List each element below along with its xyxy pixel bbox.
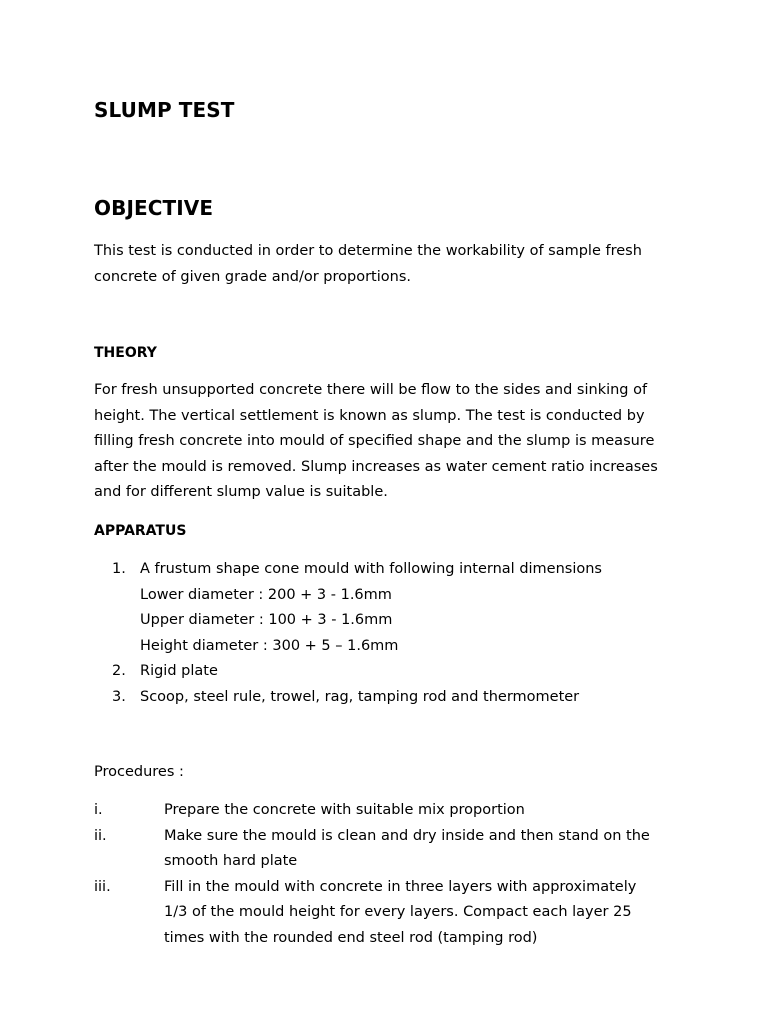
list-item: [94, 798, 650, 824]
dimension-line: Height diameter : 300 + 5 – 1.6mm: [140, 637, 399, 654]
list-item-text: A frustum shape cone mould with following internal dimensions: [140, 561, 602, 577]
list-item-text: Prepare the concrete with suitable mix proportion: [164, 802, 525, 818]
list-item: [94, 875, 650, 901]
list-item: [112, 685, 602, 711]
theory-line: height. The vertical settlement is known as slump. The test is conducted by: [94, 407, 645, 424]
list-item-continuation: smooth hard plate: [164, 853, 298, 869]
document-title: SLUMP TEST: [94, 98, 235, 122]
list-item-text: Rigid plate: [140, 663, 218, 679]
procedures-heading: Procedures :: [94, 764, 184, 780]
list-marker: 3.: [112, 688, 126, 705]
list-item-text: Make sure the mould is clean and dry inside and then stand on the: [164, 827, 650, 844]
theory-paragraph: [94, 378, 658, 506]
apparatus-list: [112, 557, 602, 710]
list-item: [112, 659, 602, 685]
list-marker: ii.: [94, 827, 107, 844]
theory-line: after the mould is removed. Slump increases as water cement ratio increases: [94, 458, 658, 475]
list-marker: 2.: [112, 663, 126, 679]
theory-line: and for different slump value is suitable.: [94, 484, 388, 500]
objective-heading: OBJECTIVE: [94, 196, 214, 220]
list-item: [94, 824, 650, 850]
list-marker: 1.: [112, 561, 126, 577]
list-item: [112, 557, 602, 583]
list-marker: i.: [94, 802, 103, 818]
procedures-list: [94, 798, 650, 951]
objective-line: This test is conducted in order to determine the workability of sample fresh: [94, 243, 642, 259]
list-item-continuation: times with the rounded end steel rod (tamping rod): [164, 929, 538, 946]
theory-heading: THEORY: [94, 345, 157, 361]
list-item-text: Fill in the mould with concrete in three layers with approximately: [164, 878, 637, 895]
objective-paragraph: [94, 239, 642, 290]
list-marker: iii.: [94, 878, 111, 895]
theory-line: For fresh unsupported concrete there will be flow to the sides and sinking of: [94, 382, 648, 398]
apparatus-heading: APPARATUS: [94, 523, 187, 539]
list-item-continuation: 1/3 of the mould height for every layers. Compact each layer 25: [164, 904, 632, 920]
theory-line: filling fresh concrete into mould of specified shape and the slump is measure: [94, 433, 655, 449]
objective-line: concrete of given grade and/or proportions.: [94, 268, 411, 285]
list-item-text: Scoop, steel rule, trowel, rag, tamping rod and thermometer: [140, 688, 580, 705]
dimension-line: Upper diameter : 100 + 3 - 1.6mm: [140, 612, 393, 628]
dimension-line: Lower diameter : 200 + 3 - 1.6mm: [140, 586, 392, 603]
